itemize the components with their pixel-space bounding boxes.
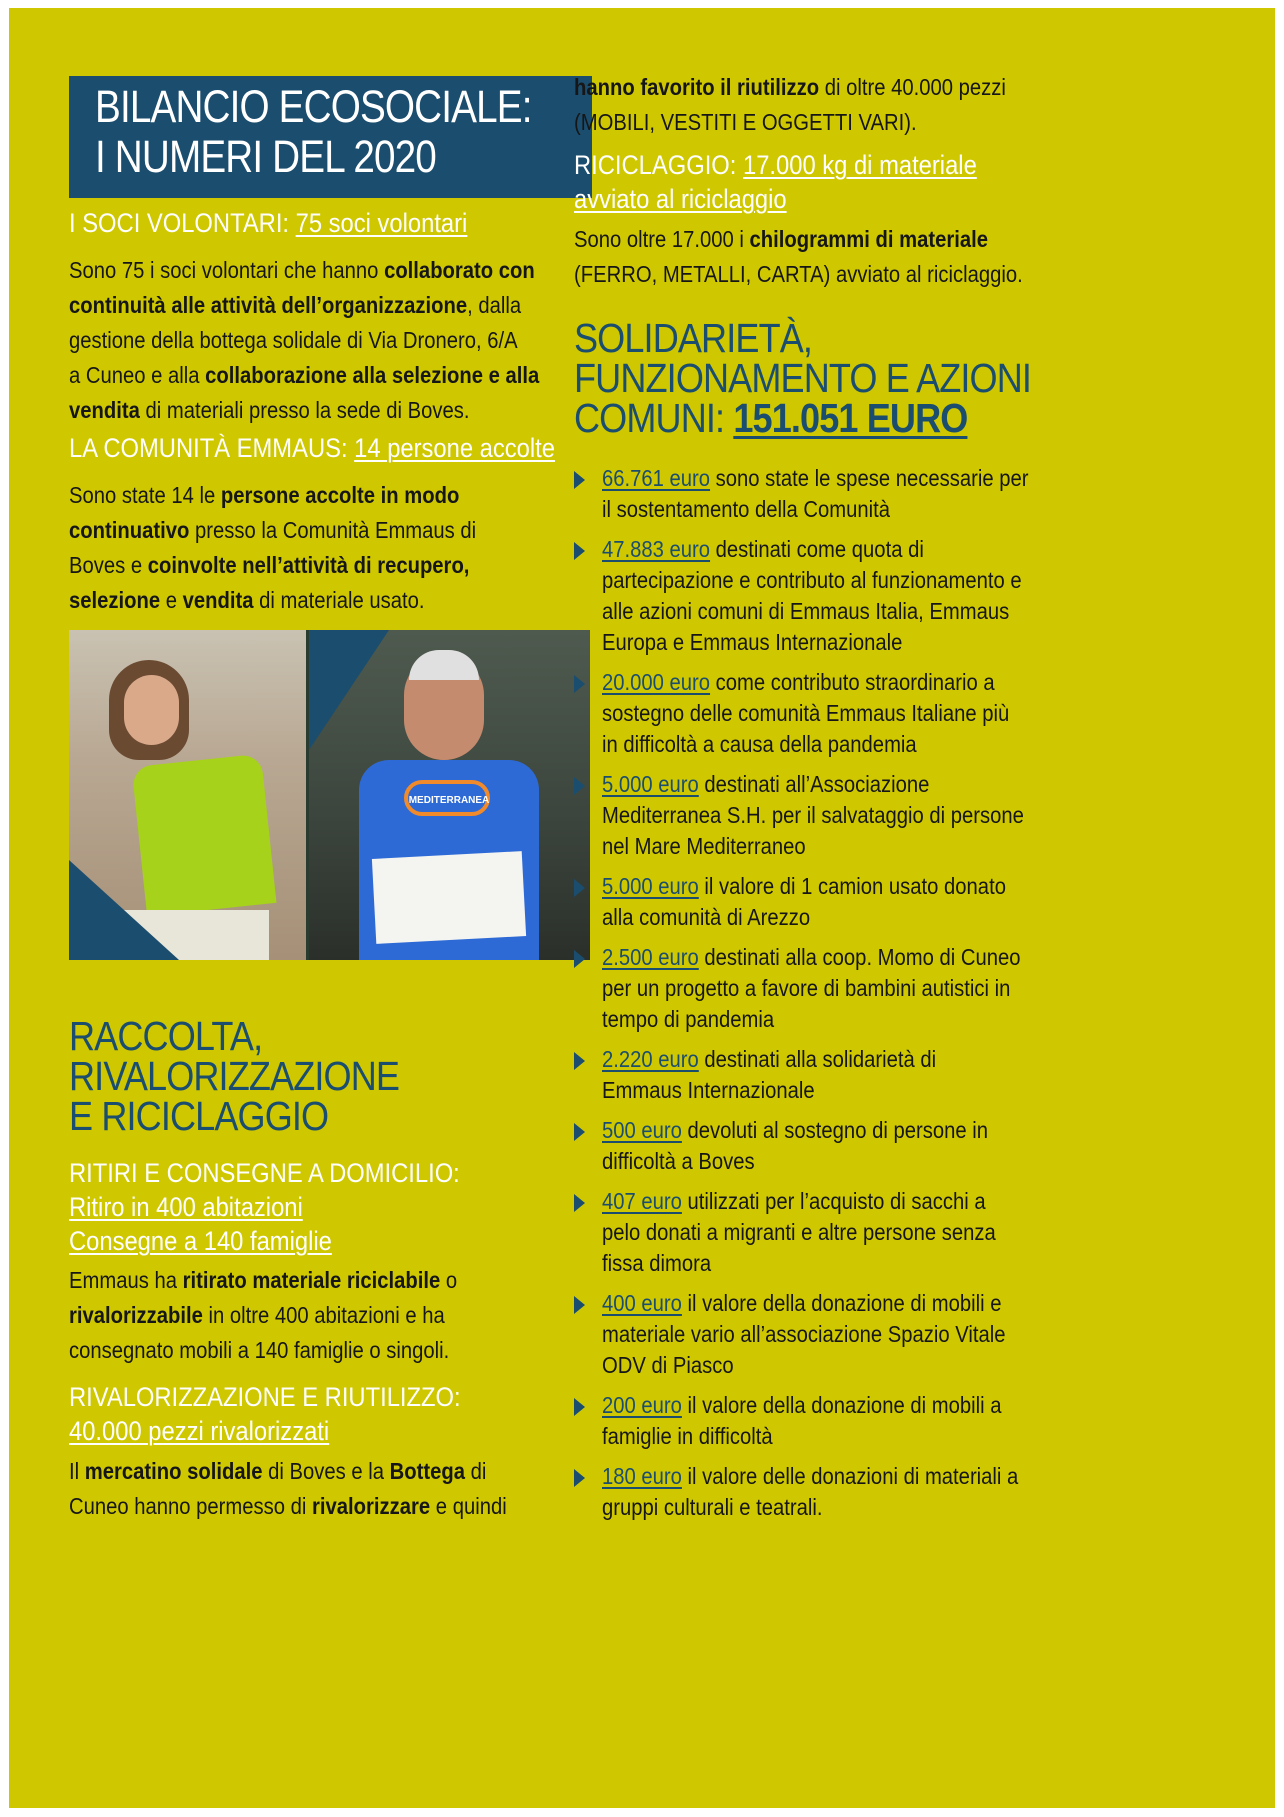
paragraph-line <box>69 478 476 513</box>
expense-line <box>602 698 1009 729</box>
bold-text: rivalorizzare <box>312 1493 431 1519</box>
expense-description: utilizzati per l’acquisto di sacchi a <box>681 1188 986 1214</box>
expense-line <box>602 534 1022 565</box>
triangle-bullet-icon <box>574 1296 585 1314</box>
expense-line <box>602 463 1028 494</box>
expense-amount: 2.500 euro <box>602 944 699 970</box>
soci-heading <box>69 205 467 241</box>
expense-line <box>602 1288 1006 1319</box>
expense-description: il valore di 1 camion usato donato <box>698 873 1006 899</box>
bold-text: hanno favorito il riutilizzo <box>574 74 820 100</box>
expense-description: ODV di Piasco <box>602 1352 734 1378</box>
expense-line <box>602 494 1028 525</box>
ritiri-label: RITIRI E CONSEGNE A DOMICILIO: <box>69 1158 460 1188</box>
text: gestione della bottega solidale di Via Dronero, 6/A <box>69 327 518 353</box>
text: di oltre 40.000 pezzi <box>819 74 1006 100</box>
paragraph-line <box>69 548 476 583</box>
triangle-bullet-icon <box>574 1398 585 1416</box>
text: (MOBILI, VESTITI E OGGETTI VARI). <box>574 109 917 135</box>
expense-line <box>602 627 1022 658</box>
expense-line <box>602 1390 1001 1421</box>
soci-value: 75 soci volontari <box>295 208 468 238</box>
expense-amount: 20.000 euro <box>602 669 711 695</box>
text: Sono state 14 le <box>69 482 221 508</box>
text: di materiali presso la sede di Boves. <box>139 397 470 423</box>
expense-text <box>602 1044 936 1106</box>
bold-text: Bottega <box>389 1458 465 1484</box>
paragraph-line <box>69 1489 507 1524</box>
text: in oltre 400 abitazioni e ha <box>202 1302 445 1328</box>
expense-line <box>602 1044 936 1075</box>
bold-text: chilogrammi di materiale <box>749 226 989 252</box>
expense-description: devoluti al sostegno di persone in <box>681 1117 988 1143</box>
expense-amount: 47.883 euro <box>602 536 711 562</box>
text: Sono oltre 17.000 i <box>574 226 750 252</box>
rival-heading <box>69 1380 461 1448</box>
text: e quindi <box>430 1493 507 1519</box>
paragraph-line <box>69 1263 457 1298</box>
expense-description: il valore delle donazioni di materiali a <box>681 1463 1019 1489</box>
expense-text <box>602 1186 996 1279</box>
expense-description: pelo donati a migranti e altre persone senza <box>602 1219 996 1245</box>
expense-description: destinati come quota di <box>710 536 924 562</box>
expense-amount: 400 euro <box>602 1290 682 1316</box>
riciclaggio-heading <box>574 148 977 216</box>
comunita-value: 14 persone accolte <box>354 433 555 463</box>
expense-text <box>602 1461 1018 1523</box>
rival-label: RIVALORIZZAZIONE E RIUTILIZZO: <box>69 1382 461 1412</box>
paragraph-line <box>69 393 539 428</box>
triangle-bullet-icon <box>574 542 585 560</box>
soci-paragraph <box>69 253 539 428</box>
expense-text <box>602 871 1006 933</box>
expense-text <box>602 1288 1006 1381</box>
title-line-1: BILANCIO ECOSOCIALE: <box>95 81 532 132</box>
expense-description: per un progetto a favore di bambini autistici in <box>602 975 1011 1001</box>
expense-line <box>602 1350 1006 1381</box>
expense-description: destinati alla coop. Momo di Cuneo <box>698 944 1021 970</box>
paragraph-line <box>574 70 1006 105</box>
expense-description: il sostentamento della Comunità <box>602 496 891 522</box>
paragraph-line <box>69 323 539 358</box>
triangle-bullet-icon <box>574 1123 585 1141</box>
expense-line <box>602 1421 1001 1452</box>
expense-amount: 2.220 euro <box>602 1046 699 1072</box>
solidarieta-total: 151.051 EURO <box>733 395 968 441</box>
paragraph-line <box>69 1298 457 1333</box>
paragraph-line <box>574 257 1023 292</box>
bold-text: coinvolte nell’attività di recupero, <box>147 552 470 578</box>
expense-line <box>602 871 1006 902</box>
ritiri-value-2: Consegne a 140 famiglie <box>69 1226 332 1256</box>
triangle-bullet-icon <box>574 1194 585 1212</box>
comunita-label: LA COMUNITÀ EMMAUS: <box>69 433 355 463</box>
expense-description: Mediterranea S.H. per il salvataggio di persone <box>602 802 1024 828</box>
solidarieta-heading-line-3: COMUNI: <box>574 395 734 441</box>
photo-volunteer-woman <box>69 630 306 960</box>
triangle-bullet-icon <box>574 950 585 968</box>
expense-line <box>602 1004 1021 1035</box>
text: di <box>464 1458 487 1484</box>
expense-amount: 200 euro <box>602 1392 682 1418</box>
expense-line <box>602 800 1024 831</box>
comunita-paragraph <box>69 478 476 618</box>
raccolta-heading <box>69 1013 400 1139</box>
text: e <box>160 587 183 613</box>
text: presso la Comunità Emmaus di <box>189 517 477 543</box>
paragraph-line <box>574 222 1023 257</box>
expense-amount: 66.761 euro <box>602 465 711 491</box>
expense-text <box>602 1115 988 1177</box>
expense-text <box>602 769 1024 862</box>
expense-line <box>602 942 1021 973</box>
riutilizzo-paragraph <box>574 70 1006 140</box>
expense-description: alla comunità di Arezzo <box>602 904 811 930</box>
expense-description: famiglie in difficoltà <box>602 1423 773 1449</box>
text: di Boves e la <box>262 1458 390 1484</box>
bold-text: collaborazione alla selezione e alla <box>205 362 540 388</box>
title-box <box>69 76 592 198</box>
riciclaggio-paragraph <box>574 222 1023 292</box>
soci-label: I SOCI VOLONTARI: <box>69 208 296 238</box>
expense-amount: 500 euro <box>602 1117 682 1143</box>
expense-line <box>602 1492 1018 1523</box>
expense-description: fissa dimora <box>602 1250 712 1276</box>
comunita-heading <box>69 430 555 466</box>
expense-description: gruppi culturali e teatrali. <box>602 1494 823 1520</box>
riciclaggio-value-1: 17.000 kg di materiale <box>743 150 977 180</box>
text: Emmaus ha <box>69 1267 183 1293</box>
bold-text: continuativo <box>69 517 190 543</box>
title-line-2: I NUMERI DEL 2020 <box>95 131 436 182</box>
expense-description: Europa e Emmaus Internazionale <box>602 629 903 655</box>
paragraph-line <box>69 513 476 548</box>
triangle-bullet-icon <box>574 471 585 489</box>
expense-text <box>602 667 1009 760</box>
expense-line <box>602 769 1024 800</box>
expense-description: partecipazione e contributo al funzionamento e <box>602 567 1022 593</box>
expense-line <box>602 1319 1006 1350</box>
raccolta-heading-line: E RICICLAGGIO <box>69 1093 329 1139</box>
expense-line <box>602 596 1022 627</box>
paragraph-line <box>69 1333 457 1368</box>
expense-text <box>602 1390 1001 1452</box>
text: Sono 75 i soci volontari che hanno <box>69 257 385 283</box>
photo-volunteer-man <box>309 630 590 960</box>
bold-text: persone accolte in modo <box>220 482 460 508</box>
expense-description: il valore della donazione di mobili a <box>681 1392 1002 1418</box>
ritiri-heading <box>69 1156 460 1258</box>
page-background <box>9 8 1275 1808</box>
solidarieta-heading <box>574 315 1032 441</box>
solidarieta-heading-line-2: FUNZIONAMENTO E AZIONI <box>574 355 1032 401</box>
expense-description: destinati alla solidarietà di <box>698 1046 937 1072</box>
expense-description: Emmaus Internazionale <box>602 1077 815 1103</box>
expense-description: tempo di pandemia <box>602 1006 775 1032</box>
expense-line <box>602 902 1006 933</box>
raccolta-heading-line: RIVALORIZZAZIONE <box>69 1053 400 1099</box>
text: Boves e <box>69 552 148 578</box>
paragraph-line <box>69 583 476 618</box>
expense-line <box>602 1146 988 1177</box>
text: a Cuneo e alla <box>69 362 206 388</box>
triangle-bullet-icon <box>574 879 585 897</box>
text: , dalla <box>467 292 522 318</box>
shirt-text: MEDITERRANEA <box>408 795 490 806</box>
expense-line <box>602 973 1021 1004</box>
expense-text <box>602 534 1022 658</box>
bold-text: vendita <box>182 587 254 613</box>
rival-value: 40.000 pezzi rivalorizzati <box>69 1416 330 1446</box>
expense-line <box>602 667 1009 698</box>
expense-line <box>602 1461 1018 1492</box>
text: o <box>440 1267 458 1293</box>
expense-line <box>602 1075 936 1106</box>
expense-line <box>602 1186 996 1217</box>
bold-text: mercatino solidale <box>84 1458 263 1484</box>
bold-text: ritirato materiale riciclabile <box>182 1267 441 1293</box>
text: Il <box>69 1458 85 1484</box>
bold-text: collaborato con <box>384 257 535 283</box>
ritiri-value-1: Ritiro in 400 abitazioni <box>69 1192 303 1222</box>
expense-amount: 407 euro <box>602 1188 682 1214</box>
text: di materiale usato. <box>253 587 425 613</box>
expense-description: sostegno delle comunità Emmaus Italiane più <box>602 700 1010 726</box>
expense-line <box>602 831 1024 862</box>
solidarieta-heading-line-1: SOLIDARIETÀ, <box>574 315 813 361</box>
bold-text: vendita <box>69 397 140 423</box>
bold-text: rivalorizzabile <box>69 1302 203 1328</box>
expense-amount: 5.000 euro <box>602 771 699 797</box>
bold-text: selezione <box>69 587 161 613</box>
raccolta-heading-line: RACCOLTA, <box>69 1013 263 1059</box>
rival-paragraph <box>69 1454 507 1524</box>
text: Cuneo hanno permesso di <box>69 1493 313 1519</box>
expense-description: in difficoltà a causa della pandemia <box>602 731 917 757</box>
triangle-bullet-icon <box>574 675 585 693</box>
expense-line <box>602 1248 996 1279</box>
expense-description: materiale vario all’associazione Spazio Vitale <box>602 1321 1006 1347</box>
expense-amount: 180 euro <box>602 1463 682 1489</box>
triangle-bullet-icon <box>574 1052 585 1070</box>
expense-line <box>602 729 1009 760</box>
triangle-bullet-icon <box>574 777 585 795</box>
text: (FERRO, METALLI, CARTA) avviato al riciclaggio. <box>574 261 1023 287</box>
expense-description: difficoltà a Boves <box>602 1148 755 1174</box>
expense-description: destinati all’Associazione <box>698 771 930 797</box>
expense-text <box>602 942 1021 1035</box>
photo-collage <box>69 630 590 960</box>
paragraph-line <box>69 358 539 393</box>
expense-text <box>602 463 1028 525</box>
expense-description: come contributo straordinario a <box>710 669 995 695</box>
riciclaggio-value-2: avviato al riciclaggio <box>574 184 787 214</box>
expense-line <box>602 1217 996 1248</box>
expense-description: nel Mare Mediterraneo <box>602 833 806 859</box>
paragraph-line <box>69 288 539 323</box>
expense-description: il valore della donazione di mobili e <box>681 1290 1002 1316</box>
expense-line <box>602 1115 988 1146</box>
bold-text: continuità alle attività dell’organizzazione <box>69 292 468 318</box>
paragraph-line <box>69 253 539 288</box>
paragraph-line <box>574 105 1006 140</box>
triangle-bullet-icon <box>574 1469 585 1487</box>
expense-amount: 5.000 euro <box>602 873 699 899</box>
expense-description: sono state le spese necessarie per <box>710 465 1029 491</box>
paragraph-line <box>69 1454 507 1489</box>
riciclaggio-label: RICICLAGGIO: <box>574 150 744 180</box>
expense-line <box>602 565 1022 596</box>
text: consegnato mobili a 140 famiglie o singoli. <box>69 1337 450 1363</box>
expense-description: alle azioni comuni di Emmaus Italia, Emmaus <box>602 598 1010 624</box>
ritiri-paragraph <box>69 1263 457 1368</box>
